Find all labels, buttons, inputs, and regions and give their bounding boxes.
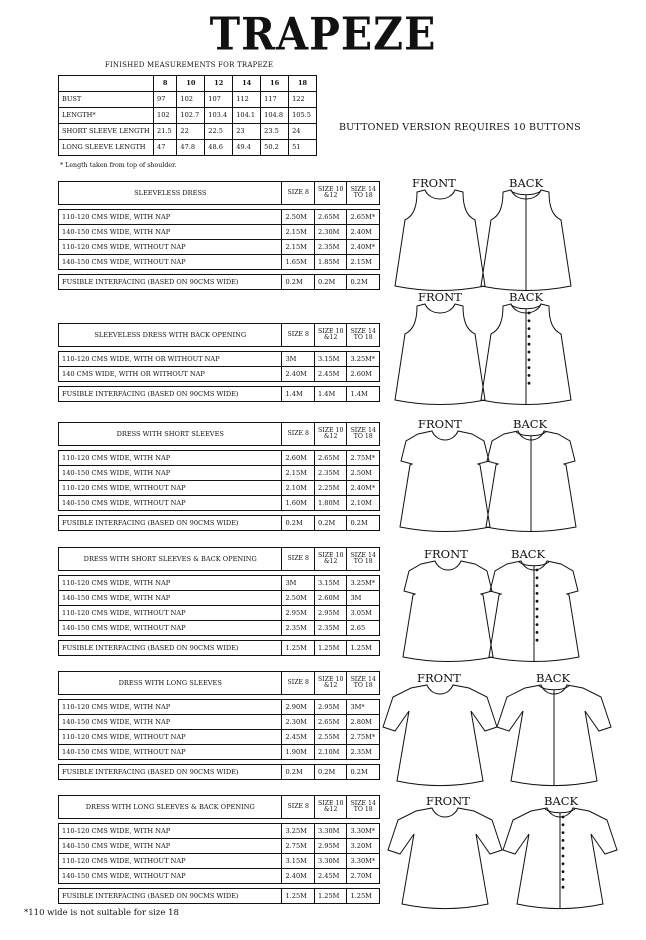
measurement-value: 22.5 — [205, 124, 233, 140]
measurement-value: 102 — [177, 92, 205, 108]
measurements-table — [58, 75, 317, 156]
measurement-value: 24 — [289, 124, 317, 140]
buttons-note: BUTTONED VERSION REQUIRES 10 BUTTONS — [339, 122, 581, 133]
measurement-label: BUST — [59, 92, 154, 108]
fabric-row — [59, 240, 380, 255]
measurement-value: 117 — [261, 92, 289, 108]
size-column-header: SIZE 10 &12 — [314, 423, 347, 446]
fabric-amount: 3M — [282, 352, 315, 367]
fabric-amount: 2.60M — [314, 591, 347, 606]
interfacing-amount: 0.2M — [347, 516, 380, 531]
fabric-amount: 2.35M — [314, 240, 347, 255]
fabric-amount: 2.60M — [347, 367, 380, 382]
fabric-width-label: 140-150 CMS WIDE, WITH NAP — [59, 839, 282, 854]
button-icon — [528, 374, 531, 377]
interfacing-row — [59, 275, 380, 290]
button-icon — [528, 351, 531, 354]
fabric-amount: 3.15M — [314, 576, 347, 591]
size-column-header: SIZE 10 &12 — [314, 182, 347, 205]
fabric-amount: 2.95M — [314, 839, 347, 854]
fabric-width-label: 110-120 CMS WIDE, WITHOUT NAP — [59, 240, 282, 255]
measurement-row — [59, 92, 317, 108]
interfacing-label: FUSIBLE INTERFACING (BASED ON 90CMS WIDE) — [59, 889, 282, 904]
fabric-requirements-table — [58, 795, 380, 904]
size-column-header: SIZE 14 TO 18 — [347, 796, 380, 819]
fabric-width-label: 140-150 CMS WIDE, WITH NAP — [59, 591, 282, 606]
interfacing-row — [59, 765, 380, 780]
size-header: 16 — [261, 76, 289, 92]
measurement-value: 47.8 — [177, 140, 205, 156]
size-column-header: SIZE 8 — [282, 182, 315, 205]
fabric-amount: 2.75M — [282, 839, 315, 854]
fabric-amount: 2.45M — [282, 730, 315, 745]
size-column-header: SIZE 14 TO 18 — [347, 182, 380, 205]
back-view-label: BACK — [509, 176, 544, 190]
button-icon — [562, 847, 565, 850]
fabric-row — [59, 255, 380, 270]
fabric-amount: 2.75M* — [347, 451, 380, 466]
interfacing-amount: 0.2M — [314, 275, 347, 290]
footnote: *110 wide is not suitable for size 18 — [24, 908, 179, 918]
garment-outline — [383, 685, 497, 786]
button-icon — [528, 335, 531, 338]
fabric-amount: 2.30M — [282, 715, 315, 730]
interfacing-row — [59, 516, 380, 531]
fabric-amount: 2.30M — [314, 225, 347, 240]
measurement-label: LENGTH* — [59, 108, 154, 124]
front-view-label: FRONT — [424, 547, 468, 561]
fabric-row — [59, 715, 380, 730]
front-view-label: FRONT — [426, 794, 470, 808]
fabric-width-label: 140-150 CMS WIDE, WITHOUT NAP — [59, 869, 282, 884]
button-icon — [536, 623, 539, 626]
size-column-header: SIZE 10 &12 — [314, 796, 347, 819]
size-column-header: SIZE 8 — [282, 423, 315, 446]
fabric-row — [59, 576, 380, 591]
button-icon — [536, 576, 539, 579]
fabric-requirements-table — [58, 671, 380, 780]
fabric-width-label: 110-120 CMS WIDE, WITHOUT NAP — [59, 481, 282, 496]
front-garment-drawing — [388, 808, 502, 912]
fabric-row — [59, 451, 380, 466]
button-icon — [528, 358, 531, 361]
size-column-header: SIZE 14 TO 18 — [347, 548, 380, 571]
measurement-row — [59, 140, 317, 156]
fabric-width-label: 140-150 CMS WIDE, WITH NAP — [59, 715, 282, 730]
measurement-value: 105.5 — [289, 108, 317, 124]
fabric-row — [59, 854, 380, 869]
interfacing-amount: 0.2M — [314, 765, 347, 780]
interfacing-amount: 0.2M — [282, 275, 315, 290]
measurement-value: 51 — [289, 140, 317, 156]
garment-outline — [395, 190, 485, 291]
fabric-row — [59, 824, 380, 839]
fabric-amount: 2.10M — [347, 496, 380, 511]
fabric-amount: 2.70M — [347, 869, 380, 884]
button-icon — [562, 862, 565, 865]
fabric-amount: 3.25M* — [347, 352, 380, 367]
size-column-header: SIZE 8 — [282, 324, 315, 347]
fabric-amount: 1.90M — [282, 745, 315, 760]
button-icon — [536, 600, 539, 603]
button-icon — [536, 584, 539, 587]
fabric-amount: 3.30M* — [347, 854, 380, 869]
interfacing-amount: 1.4M — [314, 387, 347, 402]
fabric-width-label: 140 CMS WIDE, WITH OR WITHOUT NAP — [59, 367, 282, 382]
fabric-width-label: 110-120 CMS WIDE, WITH NAP — [59, 576, 282, 591]
interfacing-amount: 1.4M — [347, 387, 380, 402]
button-icon — [562, 816, 565, 819]
fabric-amount: 2.10M — [314, 745, 347, 760]
fabric-row — [59, 591, 380, 606]
fabric-amount: 3M — [347, 591, 380, 606]
interfacing-amount: 1.25M — [282, 889, 315, 904]
measurement-value: 21.5 — [154, 124, 177, 140]
interfacing-amount: 1.25M — [282, 641, 315, 656]
measurement-value: 104.8 — [261, 108, 289, 124]
fabric-amount: 2.35M — [282, 621, 315, 636]
fabric-width-label: 110-120 CMS WIDE, WITH OR WITHOUT NAP — [59, 352, 282, 367]
size-header: 14 — [233, 76, 261, 92]
fabric-amount: 2.25M — [314, 481, 347, 496]
button-icon — [528, 366, 531, 369]
fabric-amount: 2.75M* — [347, 730, 380, 745]
fabric-table-header — [59, 324, 380, 347]
fabric-amount: 3M* — [347, 700, 380, 715]
fabric-amount: 1.85M — [314, 255, 347, 270]
measurement-value: 47 — [154, 140, 177, 156]
size-header: 12 — [205, 76, 233, 92]
button-icon — [562, 831, 565, 834]
fabric-row — [59, 839, 380, 854]
interfacing-amount: 1.25M — [314, 641, 347, 656]
back-garment-drawing — [497, 685, 611, 789]
fabric-width-label: 140-150 CMS WIDE, WITHOUT NAP — [59, 255, 282, 270]
interfacing-row — [59, 387, 380, 402]
fabric-amount: 3M — [282, 576, 315, 591]
fabric-table-header — [59, 672, 380, 695]
fabric-width-label: 110-120 CMS WIDE, WITH NAP — [59, 824, 282, 839]
fabric-amount: 1.80M — [314, 496, 347, 511]
fabric-table-header — [59, 423, 380, 446]
button-icon — [528, 327, 531, 330]
back-view-label: BACK — [509, 290, 544, 304]
button-icon — [562, 855, 565, 858]
button-icon — [562, 886, 565, 889]
garment-outline — [388, 808, 502, 909]
fabric-amount: 3.15M — [314, 352, 347, 367]
back-garment-drawing — [486, 431, 576, 535]
back-garment-drawing — [503, 808, 617, 912]
measurement-value: 22 — [177, 124, 205, 140]
fabric-table-header — [59, 182, 380, 205]
fabric-amount: 3.20M — [347, 839, 380, 854]
fabric-width-label: 110-120 CMS WIDE, WITH NAP — [59, 210, 282, 225]
fabric-amount: 3.30M — [314, 854, 347, 869]
back-view-label: BACK — [536, 671, 571, 685]
fabric-amount: 2.15M — [347, 255, 380, 270]
measurement-value: 104.1 — [233, 108, 261, 124]
measurement-value: 23 — [233, 124, 261, 140]
measurement-value: 112 — [233, 92, 261, 108]
interfacing-row — [59, 641, 380, 656]
fabric-width-label: 110-120 CMS WIDE, WITH NAP — [59, 700, 282, 715]
button-icon — [528, 382, 531, 385]
button-icon — [536, 631, 539, 634]
interfacing-amount: 1.25M — [314, 889, 347, 904]
fabric-table-title: SLEEVELESS DRESS WITH BACK OPENING — [59, 324, 282, 347]
size-column-header: SIZE 8 — [282, 796, 315, 819]
front-garment-drawing — [383, 685, 497, 789]
measurement-row — [59, 124, 317, 140]
fabric-width-label: 140-150 CMS WIDE, WITH NAP — [59, 225, 282, 240]
fabric-row — [59, 869, 380, 884]
fabric-amount: 2.90M — [282, 700, 315, 715]
measurement-value: 103.4 — [205, 108, 233, 124]
fabric-requirements-table — [58, 323, 380, 402]
size-header: 18 — [289, 76, 317, 92]
measurement-value: 102.7 — [177, 108, 205, 124]
fabric-amount: 2.35M — [314, 466, 347, 481]
fabric-amount: 2.65M* — [347, 210, 380, 225]
measurement-row — [59, 108, 317, 124]
fabric-table-header — [59, 796, 380, 819]
fabric-amount: 2.50M — [347, 466, 380, 481]
fabric-amount: 2.80M — [347, 715, 380, 730]
button-icon — [536, 615, 539, 618]
fabric-amount: 2.95M — [314, 700, 347, 715]
fabric-row — [59, 352, 380, 367]
fabric-amount: 2.60M — [282, 451, 315, 466]
back-view-label: BACK — [513, 417, 548, 431]
fabric-amount: 2.65M — [314, 715, 347, 730]
fabric-row — [59, 481, 380, 496]
interfacing-amount: 1.4M — [282, 387, 315, 402]
fabric-width-label: 110-120 CMS WIDE, WITHOUT NAP — [59, 854, 282, 869]
fabric-amount: 1.65M — [282, 255, 315, 270]
fabric-amount: 2.50M — [282, 210, 315, 225]
fabric-amount: 2.40M* — [347, 481, 380, 496]
front-garment-drawing — [395, 304, 485, 408]
length-note: * Length taken from top of shoulder. — [60, 162, 177, 169]
button-icon — [536, 592, 539, 595]
measurement-value: 102 — [154, 108, 177, 124]
fabric-amount: 2.95M — [282, 606, 315, 621]
interfacing-amount: 0.2M — [347, 275, 380, 290]
button-icon — [536, 608, 539, 611]
fabric-width-label: 140-150 CMS WIDE, WITHOUT NAP — [59, 621, 282, 636]
fabric-amount: 3.25M — [282, 824, 315, 839]
garment-outline — [403, 561, 493, 662]
fabric-amount: 2.35M — [347, 745, 380, 760]
size-header: 10 — [177, 76, 205, 92]
page-title: TRAPEZE — [209, 7, 437, 61]
back-garment-drawing — [481, 304, 571, 408]
fabric-amount: 2.95M — [314, 606, 347, 621]
fabric-amount: 3.05M — [347, 606, 380, 621]
fabric-amount: 2.45M — [314, 367, 347, 382]
interfacing-label: FUSIBLE INTERFACING (BASED ON 90CMS WIDE) — [59, 641, 282, 656]
fabric-table-title: DRESS WITH SHORT SLEEVES — [59, 423, 282, 446]
back-garment-drawing — [481, 190, 571, 294]
fabric-width-label: 110-120 CMS WIDE, WITHOUT NAP — [59, 730, 282, 745]
interfacing-label: FUSIBLE INTERFACING (BASED ON 90CMS WIDE) — [59, 516, 282, 531]
fabric-amount: 3.30M* — [347, 824, 380, 839]
fabric-amount: 2.15M — [282, 466, 315, 481]
size-column-header: SIZE 14 TO 18 — [347, 672, 380, 695]
fabric-amount: 2.65 — [347, 621, 380, 636]
back-garment-drawing — [489, 561, 579, 665]
button-icon — [562, 878, 565, 881]
button-icon — [562, 839, 565, 842]
fabric-amount: 2.15M — [282, 240, 315, 255]
fabric-amount: 2.40M — [282, 869, 315, 884]
fabric-amount: 2.40M — [282, 367, 315, 382]
size-column-header: SIZE 14 TO 18 — [347, 324, 380, 347]
button-icon — [528, 343, 531, 346]
measurement-value: 48.6 — [205, 140, 233, 156]
back-neckline — [511, 191, 541, 195]
fabric-amount: 2.65M — [314, 451, 347, 466]
fabric-row — [59, 730, 380, 745]
fabric-table-title: DRESS WITH SHORT SLEEVES & BACK OPENING — [59, 548, 282, 571]
fabric-requirements-table — [58, 547, 380, 656]
front-garment-drawing — [403, 561, 493, 665]
interfacing-amount: 0.2M — [282, 516, 315, 531]
fabric-amount: 3.25M* — [347, 576, 380, 591]
measurements-header-row — [59, 76, 317, 92]
front-view-label: FRONT — [412, 176, 456, 190]
fabric-amount: 2.40M* — [347, 240, 380, 255]
fabric-width-label: 110-120 CMS WIDE, WITHOUT NAP — [59, 606, 282, 621]
button-icon — [562, 870, 565, 873]
button-icon — [536, 569, 539, 572]
button-icon — [528, 312, 531, 315]
fabric-width-label: 140-150 CMS WIDE, WITHOUT NAP — [59, 745, 282, 760]
fabric-row — [59, 621, 380, 636]
size-column-header: SIZE 10 &12 — [314, 548, 347, 571]
back-view-label: BACK — [511, 547, 546, 561]
fabric-row — [59, 606, 380, 621]
front-view-label: FRONT — [418, 290, 462, 304]
interfacing-label: FUSIBLE INTERFACING (BASED ON 90CMS WIDE) — [59, 275, 282, 290]
size-column-header: SIZE 8 — [282, 548, 315, 571]
fabric-amount: 2.55M — [314, 730, 347, 745]
fabric-amount: 1.60M — [282, 496, 315, 511]
button-icon — [562, 823, 565, 826]
fabric-row — [59, 700, 380, 715]
fabric-row — [59, 225, 380, 240]
fabric-amount: 2.40M — [347, 225, 380, 240]
interfacing-label: FUSIBLE INTERFACING (BASED ON 90CMS WIDE) — [59, 387, 282, 402]
fabric-row — [59, 466, 380, 481]
button-icon — [536, 639, 539, 642]
fabric-amount: 2.35M — [314, 621, 347, 636]
interfacing-amount: 0.2M — [314, 516, 347, 531]
header-blank-cell — [59, 76, 154, 92]
fabric-row — [59, 210, 380, 225]
fabric-amount: 3.30M — [314, 824, 347, 839]
measurement-value: 107 — [205, 92, 233, 108]
interfacing-amount: 0.2M — [347, 765, 380, 780]
measurement-value: 122 — [289, 92, 317, 108]
fabric-amount: 2.15M — [282, 225, 315, 240]
front-view-label: FRONT — [417, 671, 461, 685]
measurement-value: 97 — [154, 92, 177, 108]
size-column-header: SIZE 10 &12 — [314, 672, 347, 695]
size-column-header: SIZE 8 — [282, 672, 315, 695]
interfacing-amount: 0.2M — [282, 765, 315, 780]
interfacing-row — [59, 889, 380, 904]
fabric-amount: 2.65M — [314, 210, 347, 225]
fabric-amount: 2.50M — [282, 591, 315, 606]
fabric-amount: 3.15M — [282, 854, 315, 869]
measurements-caption: FINISHED MEASUREMENTS FOR TRAPEZE — [104, 61, 274, 69]
front-garment-drawing — [400, 431, 490, 535]
interfacing-label: FUSIBLE INTERFACING (BASED ON 90CMS WIDE) — [59, 765, 282, 780]
fabric-row — [59, 367, 380, 382]
interfacing-amount: 1.25M — [347, 889, 380, 904]
fabric-row — [59, 745, 380, 760]
fabric-table-header — [59, 548, 380, 571]
size-column-header: SIZE 14 TO 18 — [347, 423, 380, 446]
front-view-label: FRONT — [418, 417, 462, 431]
fabric-amount: 2.10M — [282, 481, 315, 496]
fabric-amount: 2.45M — [314, 869, 347, 884]
fabric-width-label: 140-150 CMS WIDE, WITH NAP — [59, 466, 282, 481]
fabric-table-title: DRESS WITH LONG SLEEVES — [59, 672, 282, 695]
garment-outline — [400, 431, 490, 532]
measurement-label: SHORT SLEEVE LENGTH — [59, 124, 154, 140]
size-column-header: SIZE 10 &12 — [314, 324, 347, 347]
measurement-value: 49.4 — [233, 140, 261, 156]
fabric-width-label: 140-150 CMS WIDE, WITHOUT NAP — [59, 496, 282, 511]
fabric-requirements-table — [58, 422, 380, 531]
fabric-width-label: 110-120 CMS WIDE, WITH NAP — [59, 451, 282, 466]
button-icon — [528, 319, 531, 322]
measurement-value: 50.2 — [261, 140, 289, 156]
measurement-label: LONG SLEEVE LENGTH — [59, 140, 154, 156]
fabric-row — [59, 496, 380, 511]
size-header: 8 — [154, 76, 177, 92]
back-neckline — [511, 305, 541, 309]
measurement-value: 23.5 — [261, 124, 289, 140]
garment-outline — [395, 304, 485, 405]
fabric-table-title: SLEEVELESS DRESS — [59, 182, 282, 205]
interfacing-amount: 1.25M — [347, 641, 380, 656]
fabric-table-title: DRESS WITH LONG SLEEVES & BACK OPENING — [59, 796, 282, 819]
back-view-label: BACK — [544, 794, 579, 808]
fabric-requirements-table — [58, 181, 380, 290]
front-garment-drawing — [395, 190, 485, 294]
